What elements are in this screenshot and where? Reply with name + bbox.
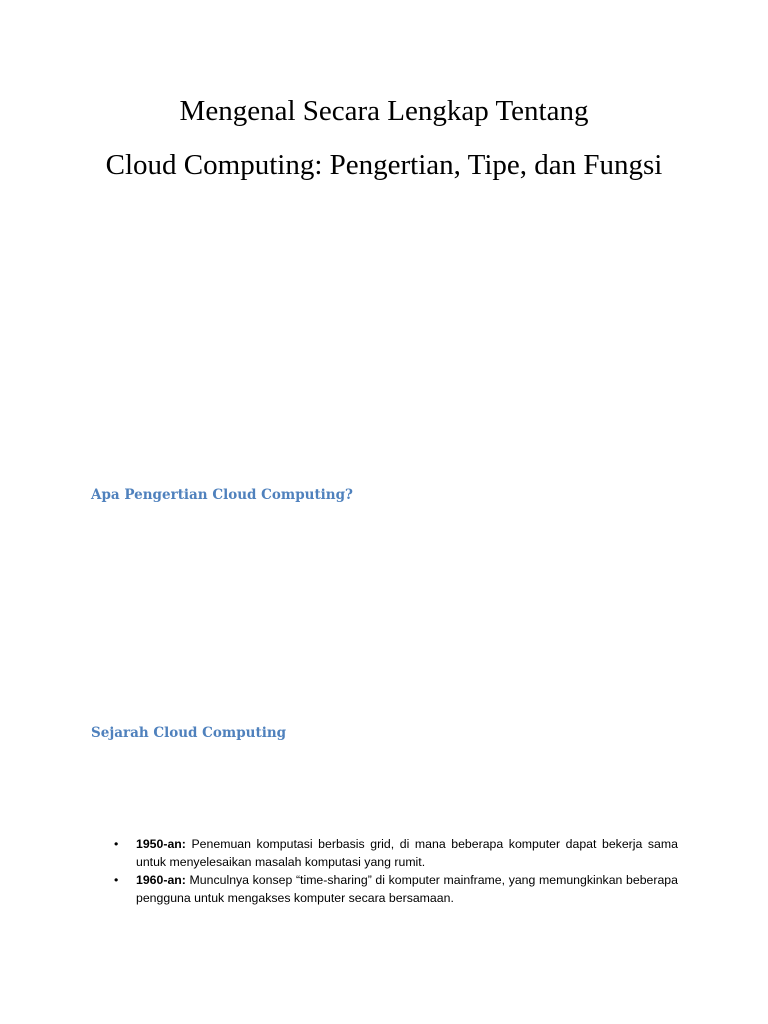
history-year: 1950-an: [136,837,192,851]
history-text: Penemuan komputasi berbasis grid, di mana beberapa komputer dapat bekerja sama untuk menyelesaikan masalah komputasi yang rumit. [136,837,678,869]
document-title-line-1: Mengenal Secara Lengkap Tentang [179,95,589,127]
section-heading-pengertian: Apa Pengertian Cloud Computing? [91,487,353,503]
document-title-line-2: Cloud Computing: Pengertian, Tipe, dan Fungsi [105,149,663,181]
history-list [108,835,678,907]
section-heading-sejarah: Sejarah Cloud Computing [91,725,287,741]
list-item [108,835,678,871]
history-year: 1960-an: [136,873,190,887]
list-item [108,871,678,907]
history-text: Munculnya konsep “time-sharing” di komputer mainframe, yang memungkinkan beberapa pengguna untuk mengakses komputer secara bersamaan. [136,873,678,905]
bullet-icon: • [114,873,119,887]
bullet-icon: • [114,837,119,851]
